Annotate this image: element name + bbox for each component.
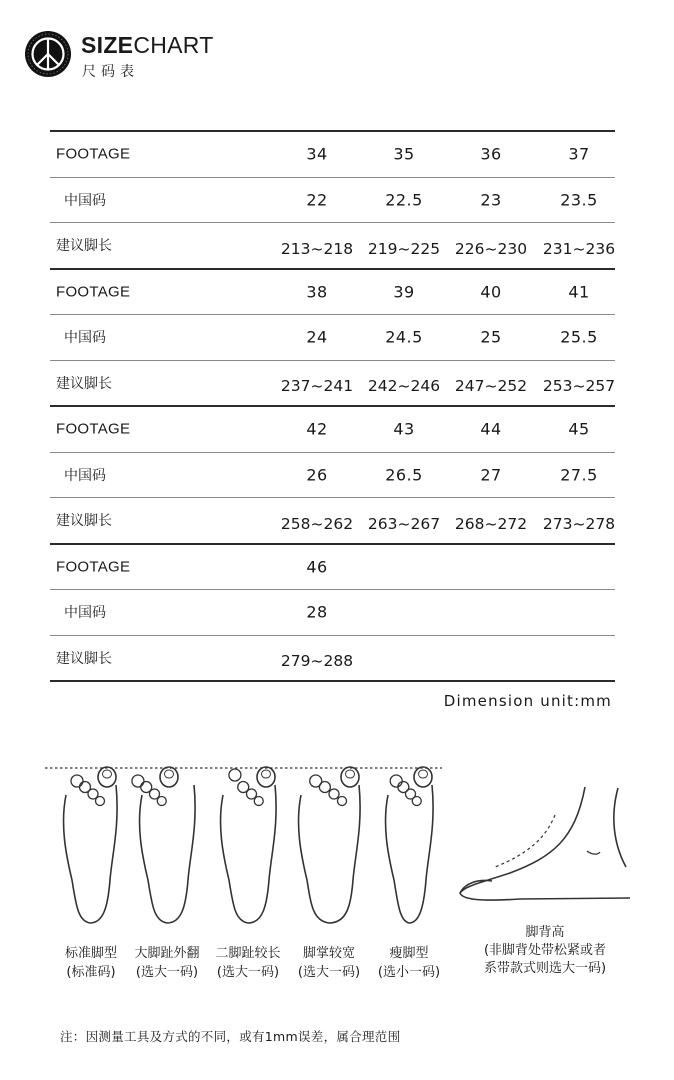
row-label: 建议脚长 xyxy=(56,375,112,392)
china-size-row xyxy=(50,314,615,360)
foot-slim-outline xyxy=(386,767,434,923)
table-cell: 25.5 xyxy=(560,327,598,347)
table-cell: 43 xyxy=(393,419,415,439)
table-cell: 226~230 xyxy=(454,239,528,258)
footage-row xyxy=(50,270,615,315)
table-cell: 22 xyxy=(306,190,328,210)
foot-standard-outline xyxy=(64,767,118,923)
instep-caption: 脚背高 (非脚背处带松紧或者 系带款式则选大一码) xyxy=(483,925,607,976)
foot-type-caption-slim: 瘦脚型 (选小一码) xyxy=(377,946,441,980)
foot-wide-outline xyxy=(299,767,361,923)
footage-row xyxy=(50,545,615,590)
table-cell: 24 xyxy=(306,327,328,347)
table-cell: 27.5 xyxy=(560,465,598,485)
row-label: 建议脚长 xyxy=(56,238,112,255)
row-label: 建议脚长 xyxy=(56,513,112,530)
china-size-row xyxy=(50,452,615,498)
foot-side-view xyxy=(460,787,630,900)
table-cell: 263~267 xyxy=(367,514,441,533)
china-size-row xyxy=(50,177,615,223)
row-label: FOOTAGE xyxy=(56,283,131,301)
table-cell: 26.5 xyxy=(385,465,423,485)
size-block xyxy=(50,268,615,406)
table-cell: 26 xyxy=(306,465,328,485)
table-cell: 213~218 xyxy=(280,239,354,258)
footage-row xyxy=(50,132,615,177)
table-cell: 41 xyxy=(568,282,590,302)
brand-subtitle: 尺码表 xyxy=(82,64,139,80)
table-cell: 279~288 xyxy=(280,652,354,671)
row-label: FOOTAGE xyxy=(56,558,131,576)
table-cell: 258~262 xyxy=(280,514,354,533)
table-cell: 36 xyxy=(480,144,502,164)
foot-length-row xyxy=(50,635,615,681)
table-cell: 253~257 xyxy=(542,377,616,396)
row-label: 中国码 xyxy=(64,605,106,622)
row-label: 中国码 xyxy=(64,330,106,347)
table-cell: 23 xyxy=(480,190,502,210)
foot-type-caption-bunion: 大脚趾外翻 (选大一码) xyxy=(134,946,200,980)
brand-title: SIZECHART xyxy=(81,32,214,58)
table-cell: 44 xyxy=(480,419,502,439)
table-cell: 28 xyxy=(306,602,328,622)
foot-long-second-toe-outline xyxy=(221,767,277,923)
foot-types-illustration xyxy=(40,755,640,935)
size-block xyxy=(50,405,615,543)
peace-sign-icon xyxy=(24,30,72,78)
table-cell: 40 xyxy=(480,282,502,302)
foot-type-caption-standard: 标准脚型 (标准码) xyxy=(64,946,118,980)
table-cell: 231~236 xyxy=(542,239,616,258)
footage-row xyxy=(50,407,615,452)
china-size-row xyxy=(50,589,615,635)
table-cell: 37 xyxy=(568,144,590,164)
footnote: 注：因测量工具及方式的不同，或有1mm误差，属合理范围 xyxy=(60,1029,401,1044)
table-cell: 25 xyxy=(480,327,502,347)
foot-type-caption-long-second-toe: 二脚趾较长 (选大一码) xyxy=(215,946,281,980)
row-label: 中国码 xyxy=(64,467,106,484)
foot-outlines xyxy=(64,767,434,923)
table-cell: 22.5 xyxy=(385,190,423,210)
size-chart-table xyxy=(50,130,615,682)
dimension-unit: Dimension unit:mm xyxy=(443,692,612,710)
table-cell: 23.5 xyxy=(560,190,598,210)
row-label: 建议脚长 xyxy=(56,650,112,667)
size-block xyxy=(50,130,615,268)
row-label: 中国码 xyxy=(64,192,106,209)
table-cell: 237~241 xyxy=(280,377,354,396)
table-cell: 46 xyxy=(306,557,328,577)
table-cell: 45 xyxy=(568,419,590,439)
table-cell: 242~246 xyxy=(367,377,441,396)
instep-height-marker xyxy=(495,815,555,867)
table-cell: 27 xyxy=(480,465,502,485)
table-cell: 273~278 xyxy=(542,514,616,533)
foot-type-caption-wide: 脚掌较宽 (选大一码) xyxy=(297,946,361,980)
table-cell: 42 xyxy=(306,419,328,439)
foot-length-row xyxy=(50,222,615,268)
table-cell: 35 xyxy=(393,144,415,164)
table-cell: 219~225 xyxy=(367,239,441,258)
table-cell: 34 xyxy=(306,144,328,164)
table-cell: 24.5 xyxy=(385,327,423,347)
size-block xyxy=(50,543,615,683)
row-label: FOOTAGE xyxy=(56,145,131,163)
foot-bunion-outline xyxy=(132,767,195,923)
foot-length-row xyxy=(50,360,615,406)
row-label: FOOTAGE xyxy=(56,420,131,438)
table-cell: 38 xyxy=(306,282,328,302)
table-cell: 268~272 xyxy=(454,514,528,533)
foot-length-row xyxy=(50,497,615,543)
table-cell: 39 xyxy=(393,282,415,302)
table-cell: 247~252 xyxy=(454,377,528,396)
